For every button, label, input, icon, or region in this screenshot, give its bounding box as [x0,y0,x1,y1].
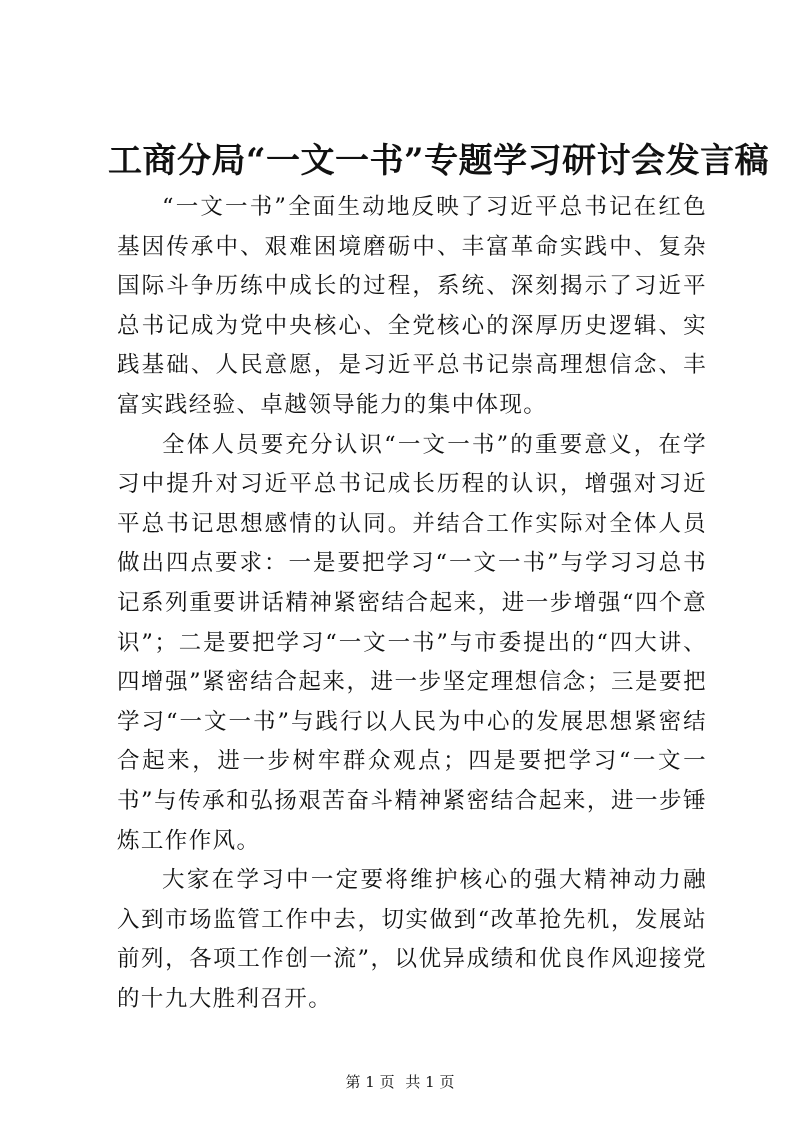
document-title: 工商分局“一文一书”专题学习研讨会发言稿 [108,141,770,181]
page-total: 共 1 页 [405,1073,455,1091]
page-footer [0,1072,800,1092]
page-number: 第 1 页 [345,1073,395,1091]
paragraph: 全体人员要充分认识“一文一书”的重要意义，在学习中提升对习近平总书记成长历程的认识，增强对习近平总书记思想感情的认同。并结合工作实际对全体人员做出四点要求：一是要把学习“一文一书”与学习习总书记系列重要讲话精神紧密结合起来，进一步增强“四个意识”；二是要把学习“一文一书”与市委提出的“四大讲、四增强”紧密结合起来，进一步坚定理想信念；三是要把学习“一文一书”与践行以人民为中心的发展思想紧密结合起来，进一步树牢群众观点；四是要把学习“一文一书”与传承和弘扬艰苦奋斗精神紧密结合起来，进一步锤炼工作作风。 [117,431,707,854]
paragraph: 大家在学习中一定要将维护核心的强大精神动力融入到市场监管工作中去，切实做到“改革抢先机，发展站前列，各项工作创一流”，以优异成绩和优良作风迎接党的十九大胜利召开。 [117,867,707,1012]
paragraph: “一文一书”全面生动地反映了习近平总书记在红色基因传承中、艰难困境磨砺中、丰富革命实践中、复杂国际斗争历练中成长的过程，系统、深刻揭示了习近平总书记成为党中央核心、全党核心的深厚历史逻辑、实践基础、人民意愿，是习近平总书记崇高理想信念、丰富实践经验、卓越领导能力的集中体现。 [117,194,707,418]
document-body [117,188,707,1019]
